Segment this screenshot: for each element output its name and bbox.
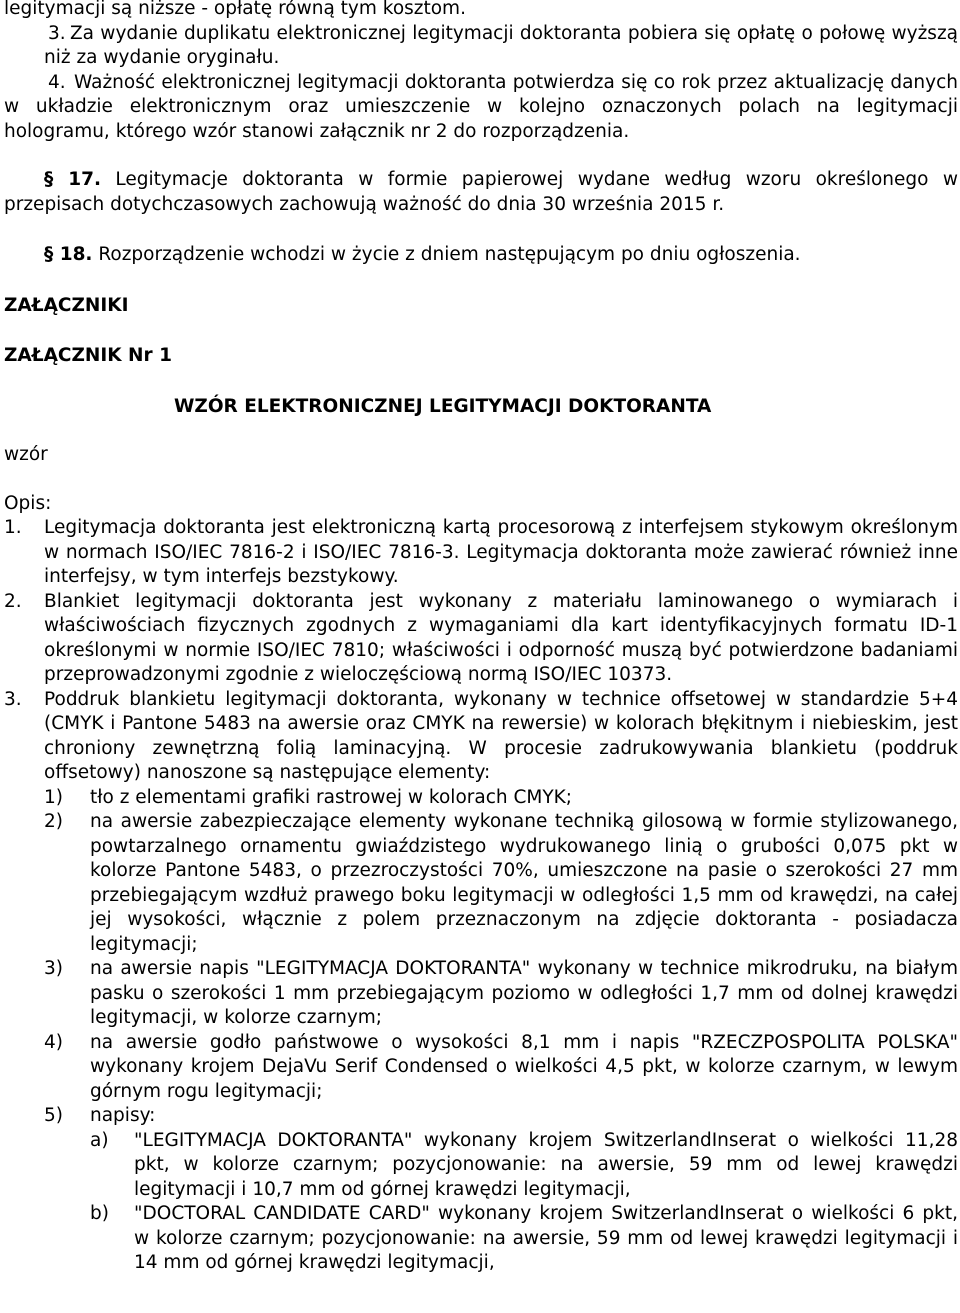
- sub-item-number: 4): [44, 1031, 63, 1053]
- list-item: [4, 590, 958, 688]
- list-item: [4, 516, 958, 590]
- sub-item-number: 2): [44, 811, 63, 832]
- paragraph-text: Rozporządzenie wchodzi w życie z dniem następującym po dniu ogłoszenia.: [98, 244, 801, 265]
- annex-1-heading: ZAŁĄCZNIK Nr 1: [4, 345, 172, 366]
- letter-item-text: "DOCTORAL CANDIDATE CARD" wykonany krojem SwitzerlandInserat o wielkości 6 pkt, w kolorze czarnym; pozycjonowanie: na awersie, 59 mm od lewej krawędzi legitymacji i 14 mm od górnej krawędzi legitymacji,: [134, 1203, 958, 1273]
- paragraph-number: § 17.: [44, 169, 101, 190]
- text-line: legitymacji są niższe - opłatę równą tym kosztom.: [4, 0, 466, 19]
- sub-item-number: 3): [44, 958, 63, 979]
- sub-item-number: 5): [44, 1105, 63, 1126]
- sub-list-item: [4, 957, 958, 1031]
- sub-item-text: na awersie godło państwowe o wysokości 8,1 mm i napis "RZECZPOSPOLITA POLSKA" wykonany krojem DejaVu Serif Condensed o wielkości 4,5 pkt, w kolorze czarnym, w lewym górnym rogu legitymacji;: [90, 1031, 958, 1102]
- paragraph-18: [4, 243, 958, 268]
- sub-item-number: 1): [44, 786, 63, 808]
- item-text: Legitymacja doktoranta jest elektroniczną kartą procesorową z interfejsem stykowym określonym w normach ISO/IEC 7816-2 i ISO/IEC 7816-3. Legitymacja doktoranta może zawierać również inne interfejsy, w tym interfejs bezstykowy.: [44, 517, 958, 587]
- sub-list-item: [4, 1104, 958, 1129]
- letter-list-item: [4, 1129, 958, 1203]
- opis-label: Opis:: [4, 492, 52, 514]
- item-text: Za wydanie duplikatu elektronicznej legitymacji doktoranta pobiera się opłatę o połowę wyższą niż za wydanie oryginału.: [44, 22, 958, 68]
- item-text: Poddruk blankietu legitymacji doktoranta, wykonany w technice offsetowej w standardzie 5+4 (CMYK i Pantone 5483 na awersie oraz CMYK na rewersie) w kolorach błękitnym i niebieskim, jest chroniony zewnętrzną folią laminacyjną. W procesie zadrukowywania blankietu (poddruk offsetowy) nanoszone są następujące elementy:: [44, 688, 958, 783]
- description-list: [4, 516, 958, 1276]
- annexes-heading: ZAŁĄCZNIKI: [4, 294, 129, 316]
- sub-item-text: na awersie napis "LEGITYMACJA DOKTORANTA" wykonany w technice mikrodruku, na białym pasku o szerokości 1 mm przebiegającym poziomo w odległości 1,7 mm od dolnej krawędzi legitymacji, w kolorze czarnym;: [90, 958, 958, 1028]
- item-number: 4.: [48, 71, 66, 93]
- item-text: Blankiet legitymacji doktoranta jest wykonany z materiału laminowanego o wymiarach i właściwościach fizycznych zgodnych z wymaganiami dla kart identyfikacyjnych formatu ID-1 określonymi w normie ISO/IEC 7810; właściwości i odporność muszą być potwierdzone badaniami przeprowadzonymi zgodnie z wieloczęściową normą ISO/IEC 10373.: [44, 590, 958, 685]
- sub-item-text: na awersie zabezpieczające elementy wykonane techniką gilosową w formie stylizowanego, powtarzalnego ornamentu gwiaździstego wydrukowanego linią o grubości 0,075 pkt w kolorze Pantone 5483, o przezroczystości 70%, umieszczone na pasie o szerokości 27 mm przebiegającym wzdłuż prawego boku legitymacji w odległości 1,5 mm od krawędzi, na całej jej wysokości, włącznie z polem przeznaczonym na zdjęcie doktoranta - posiadacza legitymacji;: [90, 811, 958, 955]
- letter-item-text: "LEGITYMACJA DOKTORANTA" wykonany krojem SwitzerlandInserat o wielkości 11,28 pkt, w kolorze czarnym; pozycjonowanie: na awersie, 59 mm od lewej krawędzi legitymacji i 10,7 mm od górnej krawędzi legitymacji,: [134, 1129, 958, 1200]
- annex-1-title: WZÓR ELEKTRONICZNEJ LEGITYMACJI DOKTORANTA: [174, 395, 712, 417]
- paragraph-17: [4, 168, 958, 217]
- item-number: 1.: [4, 517, 22, 538]
- paragraph-text: Legitymacje doktoranta w formie papierowej wydane według wzoru określonego w przepisach dotychczasowych zachowują ważność do dnia 30 września 2015 r.: [4, 169, 958, 215]
- item-text: Ważność elektronicznej legitymacji doktoranta potwierdza się co rok przez aktualizację danych w układzie elektronicznym oraz umieszczenie w kolejno oznaczonych polach na legitymacji hologramu, którego wzór stanowi załącznik nr 2 do rozporządzenia.: [4, 71, 958, 142]
- item-number: 2.: [4, 590, 22, 612]
- sub-list-item: [4, 786, 958, 811]
- letter-marker: a): [90, 1129, 109, 1151]
- paragraph-number: § 18.: [44, 244, 93, 265]
- wzor-label: wzór: [4, 444, 48, 465]
- item-number: 3.: [4, 688, 22, 710]
- letter-marker: b): [90, 1203, 109, 1224]
- list-item: [4, 22, 958, 71]
- list-item: [4, 71, 958, 145]
- item-number: 3.: [48, 22, 66, 44]
- sub-item-text: napisy:: [90, 1105, 156, 1126]
- letter-list-item: [4, 1202, 958, 1276]
- sub-list-item: [4, 1031, 958, 1105]
- sub-list-item: [4, 810, 958, 957]
- list-item: [4, 688, 958, 786]
- sub-item-text: tło z elementami grafiki rastrowej w kolorach CMYK;: [90, 786, 573, 808]
